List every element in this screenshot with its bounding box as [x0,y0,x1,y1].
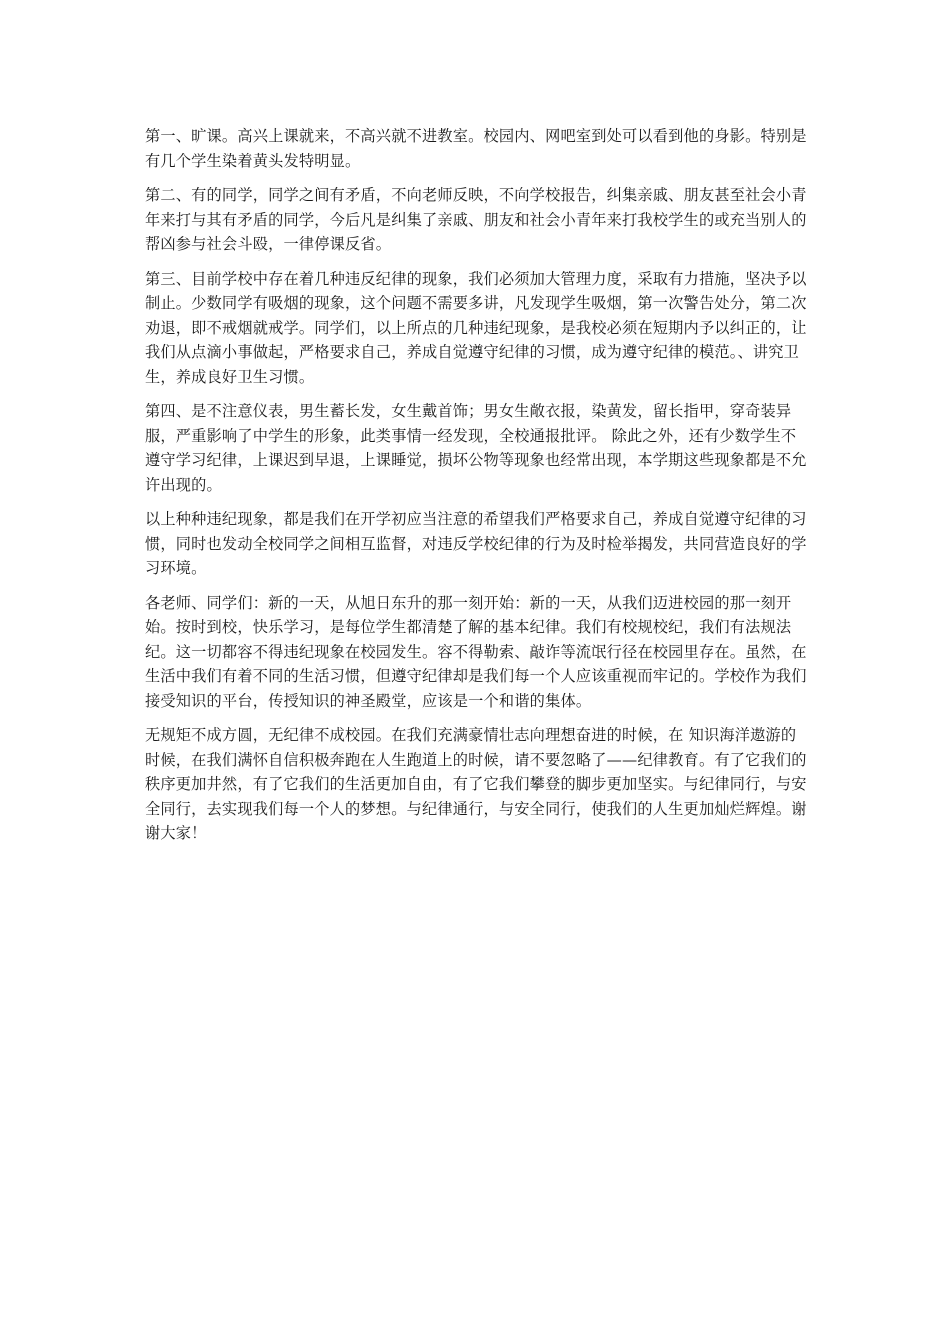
paragraph-conclusion: 无规矩不成方圆，无纪律不成校园。在我们充满豪情壮志向理想奋进的时候，在 知识海洋遨游的时候，在我们满怀自信积极奔跑在人生跑道上的时候，请不要忽略了——纪律教育。有了它我们的秩序更加井然，有了它我们的生活更加自由，有了它我们攀登的脚步更加坚实。与纪律同行，与安全同行，去实现我们每一个人的梦想。与纪律通行，与安全同行，使我们的人生更加灿烂辉煌。谢谢大家！ [145,726,807,842]
paragraph-appearance: 第四、是不注意仪表，男生蓄长发，女生戴首饰；男女生敞衣报，染黄发，留长指甲，穿奇装异服，严重影响了中学生的形象，此类事情一经发现，全校通报批评。 除此之外，还有少数学生不遵守学习纪律，上课迟到早退，上课睡觉，损坏公物等现象也经常出现，本学期这些现象都是不允许出现的。 [145,402,807,494]
paragraph-discipline-violations: 第三、目前学校中存在着几种违反纪律的现象，我们必须加大管理力度，采取有力措施，坚决予以制止。少数同学有吸烟的现象，这个问题不需要多讲，凡发现学生吸烟，第一次警告处分，第二次劝退，即不戒烟就戒学。同学们，以上所点的几种违纪现象，是我校必须在短期内予以纠正的，让我们从点滴小事做起，严格要求自己，养成自觉遵守纪律的习惯，成为遵守纪律的模范。、讲究卫生，养成良好卫生习惯。 [145,269,807,386]
paragraph-summary: 以上种种违纪现象，都是我们在开学初应当注意的希望我们严格要求自己，养成自觉遵守纪律的习惯，同时也发动全校同学之间相互监督，对违反学校纪律的行为及时检举揭发，共同营造良好的学习环境。 [145,510,807,577]
paragraph-address: 各老师、同学们：新的一天，从旭日东升的那一刻开始：新的一天，从我们迈进校园的那一刻开始。按时到校，快乐学习，是每位学生都清楚了解的基本纪律。我们有校规校纪，我们有法规法纪。这一切都容不得违纪现象在校园发生。容不得勒索、敲诈等流氓行径在校园里存在。虽然，在生活中我们有着不同的生活习惯，但遵守纪律却是我们每一个人应该重视而牢记的。学校作为我们接受知识的平台，传授知识的神圣殿堂，应该是一个和谐的集体。 [145,593,807,710]
paragraph-conflicts: 第二、有的同学，同学之间有矛盾，不向老师反映，不向学校报告，纠集亲戚、朋友甚至社会小青年来打与其有矛盾的同学，今后凡是纠集了亲戚、朋友和社会小青年来打我校学生的或充当别人的帮凶参与社会斗殴，一律停课反省。 [145,186,807,253]
document-body [145,124,810,856]
paragraph-truancy: 第一、旷课。高兴上课就来，不高兴就不进教室。校园内、网吧室到处可以看到他的身影。特别是有几个学生染着黄头发特明显。 [145,127,807,170]
